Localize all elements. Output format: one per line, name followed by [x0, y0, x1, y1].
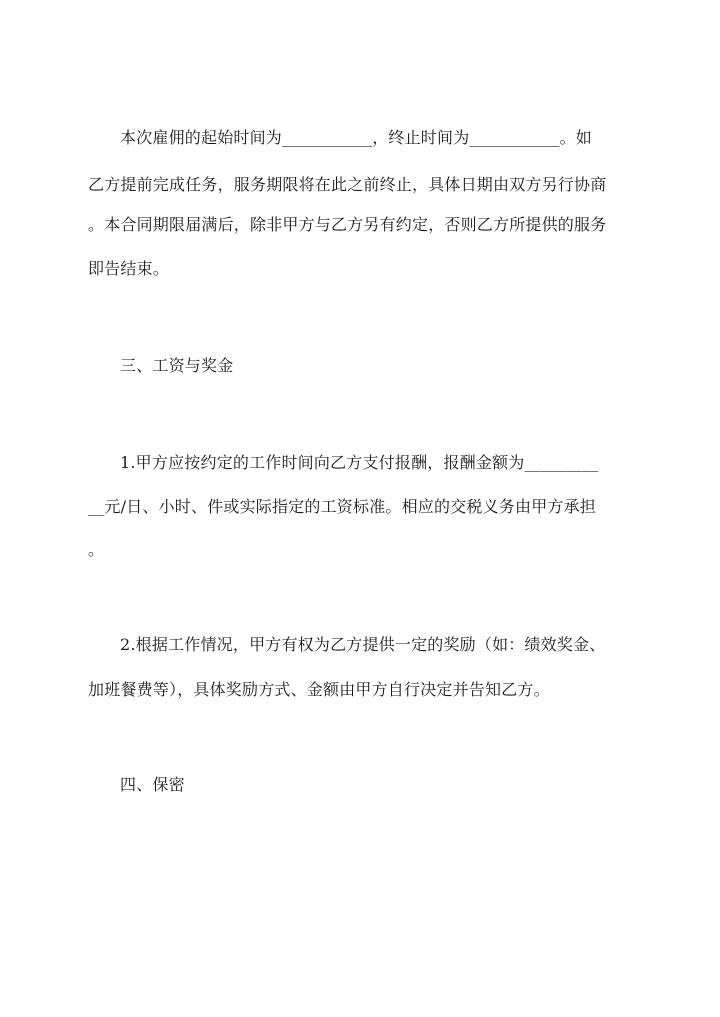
section-3-item-2-line-2: 加班餐费等），具体奖励方式、金额由甲方自行决定并告知乙方。 — [88, 680, 550, 699]
section-3-item-1-line-1: 1.甲方应按约定的工作时间向乙方支付报酬，报酬金额为_________ — [120, 453, 599, 472]
section-3-heading: 三、工资与奖金 — [120, 356, 234, 375]
term-paragraph-line-1: 本次雇佣的起始时间为___________，终止时间为___________。如 — [120, 128, 593, 147]
term-paragraph-line-2: 乙方提前完成任务，服务期限将在此之前终止，具体日期由双方另行协商 — [88, 175, 607, 194]
term-paragraph-line-3: 。本合同期限届满后，除非甲方与乙方另有约定，否则乙方所提供的服务 — [88, 215, 607, 234]
section-3-item-2-line-1: 2.根据工作情况，甲方有权为乙方提供一定的奖励（如：绩效奖金、 — [120, 635, 606, 654]
section-4-heading: 四、保密 — [120, 775, 185, 794]
term-paragraph-line-4: 即告结束。 — [88, 259, 170, 278]
section-3-item-1-line-2: __元/日、小时、件或实际指定的工资标准。相应的交税义务由甲方承担 — [88, 497, 596, 516]
section-3-item-1-line-3: 。 — [88, 540, 105, 559]
